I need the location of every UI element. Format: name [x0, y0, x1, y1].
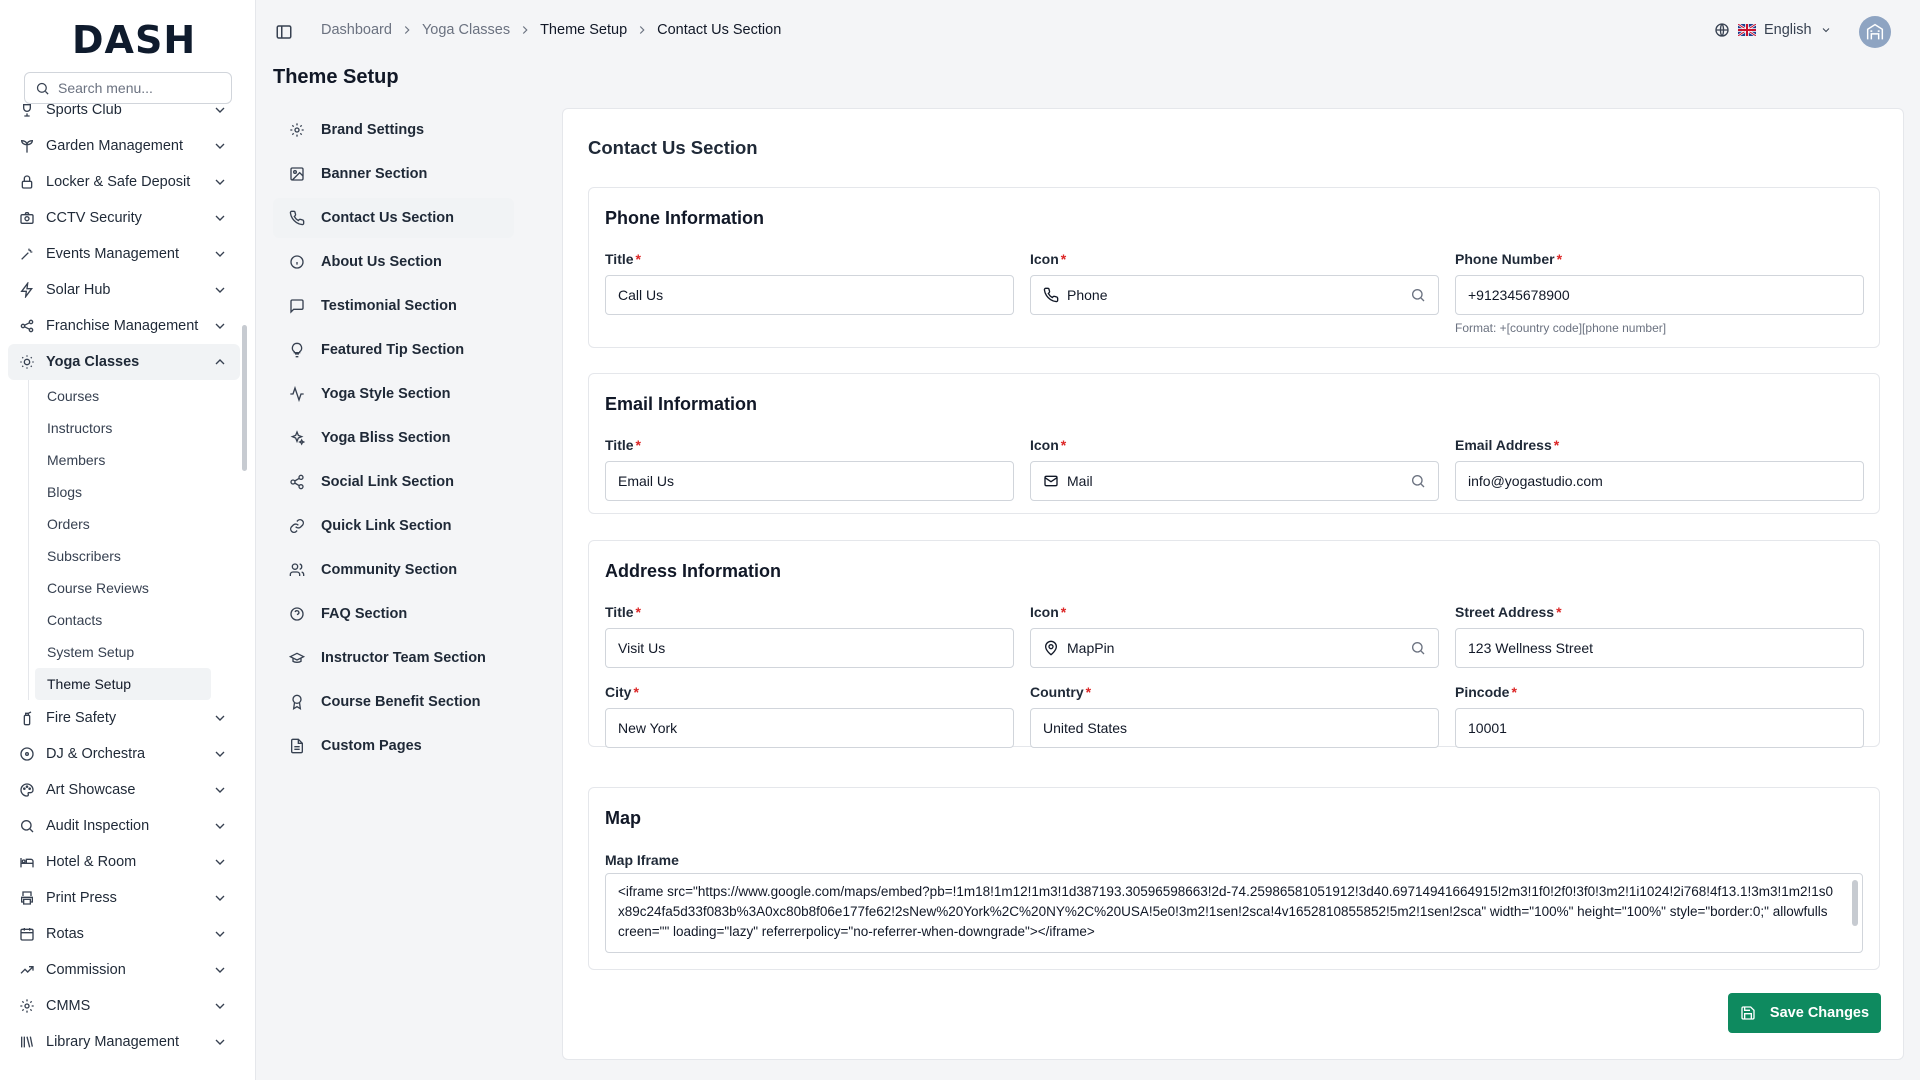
theme-nav-custom-pages[interactable]: [273, 726, 514, 766]
trophy-icon: [18, 104, 36, 119]
required-marker: *: [635, 251, 641, 267]
input-value: Phone: [1067, 287, 1108, 303]
input-value: MapPin: [1067, 640, 1115, 656]
users-icon: [289, 562, 305, 578]
sidebar-item-label: CCTV Security: [46, 210, 142, 226]
logo-text: DASH: [72, 18, 197, 62]
search-check-icon: [18, 817, 36, 835]
field-label: [1030, 251, 1439, 269]
required-marker: *: [1060, 251, 1067, 267]
label-text: City: [605, 684, 632, 700]
input-value: +912345678900: [1468, 287, 1570, 303]
map-pin-icon: [1043, 640, 1059, 656]
sidebar-item-cmms[interactable]: [8, 988, 240, 1024]
chevron-down-icon: [212, 282, 228, 298]
city-field: [605, 684, 1014, 748]
email-icon-field: [1030, 437, 1439, 501]
sidebar-item-label: Audit Inspection: [46, 818, 150, 834]
input-value: Visit Us: [618, 640, 666, 656]
chevron-down-icon: [212, 926, 228, 942]
theme-nav-label: Instructor Team Section: [321, 650, 486, 666]
zap-icon: [18, 281, 36, 299]
sidebar-item-print-press[interactable]: [8, 880, 240, 916]
sun-icon: [18, 353, 36, 371]
search-icon[interactable]: [1410, 640, 1426, 656]
field-label: [605, 604, 1014, 622]
sidebar-item-label: Yoga Classes: [46, 354, 140, 370]
activity-icon: [289, 386, 305, 402]
sparkles-icon: [289, 430, 305, 446]
palette-icon: [18, 781, 36, 799]
field-label: [1455, 251, 1864, 269]
calendar-icon: [18, 925, 36, 943]
street-address-field: [1455, 604, 1864, 668]
theme-nav-label: Course Benefit Section: [321, 694, 481, 710]
submenu-item-blogs[interactable]: Blogs: [47, 484, 83, 500]
theme-nav-social-link-section[interactable]: [273, 462, 514, 502]
map-iframe-label: Map Iframe: [605, 852, 679, 868]
sidebar-item-label: Franchise Management: [46, 318, 199, 334]
search-icon[interactable]: [1410, 473, 1426, 489]
sidebar-item-label: DJ & Orchestra: [46, 746, 146, 762]
label-text: Title: [605, 437, 634, 453]
section-title: Map: [605, 808, 641, 828]
chevron-right-icon: [400, 23, 414, 37]
map-section: [588, 787, 1880, 970]
sidebar-item-label: Garden Management: [46, 138, 184, 154]
theme-nav-label: Social Link Section: [321, 474, 454, 490]
chevron-down-icon: [1820, 24, 1832, 36]
logo[interactable]: [72, 18, 196, 62]
language-selector[interactable]: [1714, 22, 1832, 38]
printer-icon: [18, 889, 36, 907]
theme-nav-label: Quick Link Section: [321, 518, 452, 534]
chevron-down-icon: [212, 998, 228, 1014]
sidebar-item-locker[interactable]: [8, 164, 240, 200]
email-title-input[interactable]: [605, 461, 1014, 501]
sidebar-item-label: Print Press: [46, 890, 117, 906]
chevron-down-icon: [212, 318, 228, 334]
award-icon: [289, 694, 305, 710]
label-text: Icon: [1030, 437, 1059, 453]
search-input[interactable]: [58, 80, 218, 96]
chevron-down-icon: [212, 104, 228, 118]
phone-icon: [289, 210, 305, 226]
input-value: New York: [618, 720, 678, 736]
required-marker: *: [1085, 684, 1092, 700]
theme-nav-yoga-bliss-section[interactable]: [273, 418, 514, 458]
chevron-right-icon: [635, 23, 649, 37]
sidebar-item-label: Rotas: [46, 926, 84, 942]
label-text: Title: [605, 604, 634, 620]
section-title: Phone Information: [605, 208, 764, 228]
sidebar-scrollbar[interactable]: [242, 325, 247, 471]
input-value: info@yogastudio.com: [1468, 473, 1603, 489]
email-address-input[interactable]: [1455, 461, 1864, 501]
pincode-field: [1455, 684, 1864, 748]
email-address-field: [1455, 437, 1864, 501]
sidebar-item-fire-safety[interactable]: [8, 700, 240, 736]
theme-nav-label: About Us Section: [321, 254, 442, 270]
required-marker: *: [633, 684, 639, 700]
phone-icon: [1043, 287, 1059, 303]
plant-icon: [18, 137, 36, 155]
input-value: 123 Wellness Street: [1468, 640, 1594, 656]
required-marker: *: [1556, 604, 1562, 620]
sidebar-item-commission[interactable]: [8, 952, 240, 988]
phone-title-field: [605, 251, 1014, 315]
theme-nav-label: Banner Section: [321, 166, 428, 182]
chevron-down-icon: [212, 710, 228, 726]
theme-nav-instructor-team-section[interactable]: [273, 638, 514, 678]
graduation-cap-icon: [289, 650, 305, 666]
theme-nav-brand-settings[interactable]: [273, 110, 514, 150]
sidebar-item-events[interactable]: [8, 236, 240, 272]
save-button-label: Save Changes: [1769, 1005, 1870, 1021]
theme-nav-about-us-section[interactable]: [273, 242, 514, 282]
theme-nav-yoga-style-section[interactable]: [273, 374, 514, 414]
submenu-item-contacts[interactable]: Contacts: [47, 612, 103, 628]
required-marker: *: [1556, 251, 1563, 267]
sidebar-item-art-showcase[interactable]: [8, 772, 240, 808]
sidebar-item-yoga-classes[interactable]: [8, 344, 240, 380]
sidebar-item-label: Library Management: [46, 1034, 179, 1050]
theme-nav-label: Brand Settings: [321, 122, 425, 138]
sidebar-item-label: Art Showcase: [46, 782, 136, 798]
theme-nav-label: Featured Tip Section: [321, 342, 465, 358]
submenu-item-subscribers[interactable]: Subscribers: [47, 548, 121, 564]
page-title: Theme Setup: [273, 66, 399, 88]
field-label: [605, 437, 1014, 455]
sidebar-item-franchise[interactable]: [8, 308, 240, 344]
address-title-field: [605, 604, 1014, 668]
phone-format-hint: Format: +[country code][phone number]: [1455, 321, 1667, 335]
field-label: [1030, 684, 1439, 702]
label-text: Icon: [1030, 604, 1059, 620]
submenu-item-system-setup[interactable]: System Setup: [47, 644, 135, 660]
email-information-section: [588, 373, 1880, 514]
country-field: [1030, 684, 1439, 748]
email-icon-picker[interactable]: [1030, 461, 1439, 501]
sidebar-item-label: Locker & Safe Deposit: [46, 174, 191, 190]
address-information-section: [588, 540, 1880, 747]
gear-icon: [18, 997, 36, 1015]
chevron-right-icon: [518, 23, 532, 37]
submenu-item-members[interactable]: Members: [47, 452, 106, 468]
sidebar-item-garden-management[interactable]: [8, 128, 240, 164]
card-title: Contact Us Section: [588, 137, 758, 158]
input-value: Call Us: [618, 287, 664, 303]
theme-setup-nav: [273, 110, 514, 770]
sidebar-item-hotel-room[interactable]: [8, 844, 240, 880]
theme-nav-featured-tip-section[interactable]: [273, 330, 514, 370]
sidebar-toggle-icon[interactable]: [275, 23, 293, 41]
mail-icon: [1043, 473, 1059, 489]
sidebar-item-label: Commission: [46, 962, 126, 978]
theme-nav-label: Custom Pages: [321, 738, 422, 754]
chevron-down-icon: [212, 174, 228, 190]
chevron-down-icon: [212, 210, 228, 226]
disc-icon: [18, 745, 36, 763]
label-text: Country: [1030, 684, 1084, 700]
required-marker: *: [1060, 437, 1067, 453]
theme-nav-label: Yoga Bliss Section: [321, 430, 451, 446]
field-label: [1455, 437, 1864, 455]
street-address-input[interactable]: [1455, 628, 1864, 668]
email-title-field: [605, 437, 1014, 501]
language-label: English: [1764, 22, 1812, 38]
topbar: [257, 0, 1920, 64]
link-icon: [289, 518, 305, 534]
sidebar-item-cctv[interactable]: [8, 200, 240, 236]
globe-icon: [1714, 22, 1730, 38]
input-value: United States: [1043, 720, 1128, 736]
address-icon-field: [1030, 604, 1439, 668]
sidebar-item-sports-club[interactable]: [8, 104, 240, 128]
breadcrumb-current: Contact Us Section: [657, 22, 782, 38]
sidebar-item-label: Fire Safety: [46, 710, 117, 726]
sidebar-menu: [8, 104, 240, 1074]
field-label: [1455, 684, 1864, 702]
sidebar-item-rotas[interactable]: [8, 916, 240, 952]
label-text: Title: [605, 251, 634, 267]
textarea-scrollbar[interactable]: [1852, 880, 1858, 926]
required-marker: *: [1511, 684, 1517, 700]
submenu-item-instructors[interactable]: Instructors: [47, 420, 113, 436]
map-iframe-textarea[interactable]: [605, 873, 1863, 953]
breadcrumb: [321, 22, 781, 38]
library-icon: [18, 1033, 36, 1051]
contact-us-card: [562, 108, 1904, 1060]
phone-title-input[interactable]: [605, 275, 1014, 315]
theme-nav-contact-us-section[interactable]: [273, 198, 514, 238]
sidebar-item-label: CMMS: [46, 998, 91, 1014]
field-label: [1455, 604, 1864, 622]
network-icon: [18, 317, 36, 335]
theme-nav-quick-link-section[interactable]: [273, 506, 514, 546]
avatar[interactable]: [1859, 16, 1891, 48]
chevron-down-icon: [212, 782, 228, 798]
lightbulb-icon: [289, 342, 305, 358]
theme-nav-banner-section[interactable]: [273, 154, 514, 194]
breadcrumb-yoga-classes[interactable]: Yoga Classes: [421, 22, 511, 38]
file-text-icon: [289, 738, 305, 754]
address-icon-picker[interactable]: [1030, 628, 1439, 668]
search-box[interactable]: [24, 72, 232, 104]
sidebar-item-label: Events Management: [46, 246, 179, 262]
field-label: [605, 251, 1014, 269]
sidebar-item-solar-hub[interactable]: [8, 272, 240, 308]
theme-nav-label: Testimonial Section: [321, 298, 457, 314]
field-label: [1030, 437, 1439, 455]
country-input[interactable]: [1030, 708, 1439, 748]
help-circle-icon: [289, 606, 305, 622]
trending-up-icon: [18, 961, 36, 979]
theme-nav-label: Yoga Style Section: [321, 386, 451, 402]
input-value: Mail: [1067, 473, 1093, 489]
input-value: Email Us: [618, 473, 675, 489]
sidebar-item-audit-inspection[interactable]: [8, 808, 240, 844]
chevron-down-icon: [212, 818, 228, 834]
pincode-input[interactable]: [1455, 708, 1864, 748]
required-marker: *: [1060, 604, 1067, 620]
share-icon: [289, 474, 305, 490]
chevron-down-icon: [212, 1034, 228, 1050]
sidebar-item-library[interactable]: [8, 1024, 240, 1060]
fire-extinguisher-icon: [18, 709, 36, 727]
sidebar-item-label: Sports Club: [46, 104, 122, 118]
phone-icon-picker[interactable]: [1030, 275, 1439, 315]
breadcrumb-theme-setup[interactable]: Theme Setup: [540, 22, 628, 38]
theme-nav-label: Community Section: [321, 562, 458, 578]
message-square-icon: [289, 298, 305, 314]
required-marker: *: [1553, 437, 1560, 453]
required-marker: *: [635, 604, 641, 620]
field-label: [605, 684, 1014, 702]
textarea-value: <iframe src="https://www.google.com/maps/embed?pb=!1m18!1m12!1m3!1d387193.30596598663!2d-74.25986581051912!3d40.69714941664915!2m3!1f0!2f0!3f0!3m2!1i1024!2i768!4f13.1!3m3!1m2!1s0x89c24fa5d33f083b%3A0xc80b8f06e177fe62!2sNew%20York%2C%20NY%2C%20USA!5e0!3m2!1sen!2sca!4v1652810855852!5m2!1sen!2sca" width="100%" height="100%" style="border:0;" allowfullscreen="" loading="lazy" referrerpolicy="no-referrer-when-downgrade"></iframe>: [618, 884, 1834, 939]
bed-icon: [18, 853, 36, 871]
section-title: Address Information: [605, 561, 782, 581]
required-marker: *: [635, 437, 641, 453]
submenu-item-courses[interactable]: Courses: [47, 388, 100, 404]
section-title: Email Information: [605, 394, 758, 414]
label-text: Pincode: [1455, 684, 1510, 700]
label-text: Icon: [1030, 251, 1059, 267]
chevron-down-icon: [212, 890, 228, 906]
info-icon: [289, 254, 305, 270]
chevron-down-icon: [212, 854, 228, 870]
submenu-item-theme-setup[interactable]: Theme Setup: [35, 668, 211, 700]
breadcrumb-dashboard[interactable]: Dashboard: [321, 22, 392, 38]
save-icon: [1740, 1005, 1756, 1021]
phone-icon-field: [1030, 251, 1439, 315]
search-icon[interactable]: [1410, 287, 1426, 303]
chevron-down-icon: [212, 962, 228, 978]
settings-icon: [289, 122, 305, 138]
theme-nav-course-benefit-section[interactable]: [273, 682, 514, 722]
uk-flag-icon: [1738, 24, 1756, 36]
sidebar: [0, 0, 256, 1080]
label-text: Street Address: [1455, 604, 1555, 620]
chevron-down-icon: [212, 746, 228, 762]
city-input[interactable]: [605, 708, 1014, 748]
phone-information-section: [588, 187, 1880, 348]
phone-number-field: [1455, 251, 1864, 335]
label-text: Phone Number: [1455, 251, 1555, 267]
theme-nav-faq-section[interactable]: [273, 594, 514, 634]
input-value: 10001: [1468, 720, 1507, 736]
lock-icon: [18, 173, 36, 191]
label-text: Email Address: [1455, 437, 1552, 453]
sparkles-icon: [18, 245, 36, 263]
sidebar-item-label: Hotel & Room: [46, 854, 137, 870]
chevron-down-icon: [212, 138, 228, 154]
sidebar-item-label: Solar Hub: [46, 282, 111, 298]
yoga-submenu: [28, 380, 240, 700]
camera-icon: [18, 209, 36, 227]
phone-number-input[interactable]: [1455, 275, 1864, 315]
search-icon: [35, 81, 50, 96]
address-title-input[interactable]: [605, 628, 1014, 668]
field-label: [1030, 604, 1439, 622]
submenu-item-orders[interactable]: Orders: [47, 516, 90, 532]
theme-nav-label: Contact Us Section: [321, 210, 454, 226]
image-icon: [289, 166, 305, 182]
submenu-item-course-reviews[interactable]: Course Reviews: [47, 580, 149, 596]
theme-nav-community-section[interactable]: [273, 550, 514, 590]
theme-nav-label: FAQ Section: [321, 606, 408, 622]
chevron-down-icon: [212, 246, 228, 262]
chevron-up-icon: [212, 354, 228, 370]
save-changes-button[interactable]: [1728, 993, 1881, 1033]
theme-nav-testimonial-section[interactable]: [273, 286, 514, 326]
sidebar-item-dj-orchestra[interactable]: [8, 736, 240, 772]
